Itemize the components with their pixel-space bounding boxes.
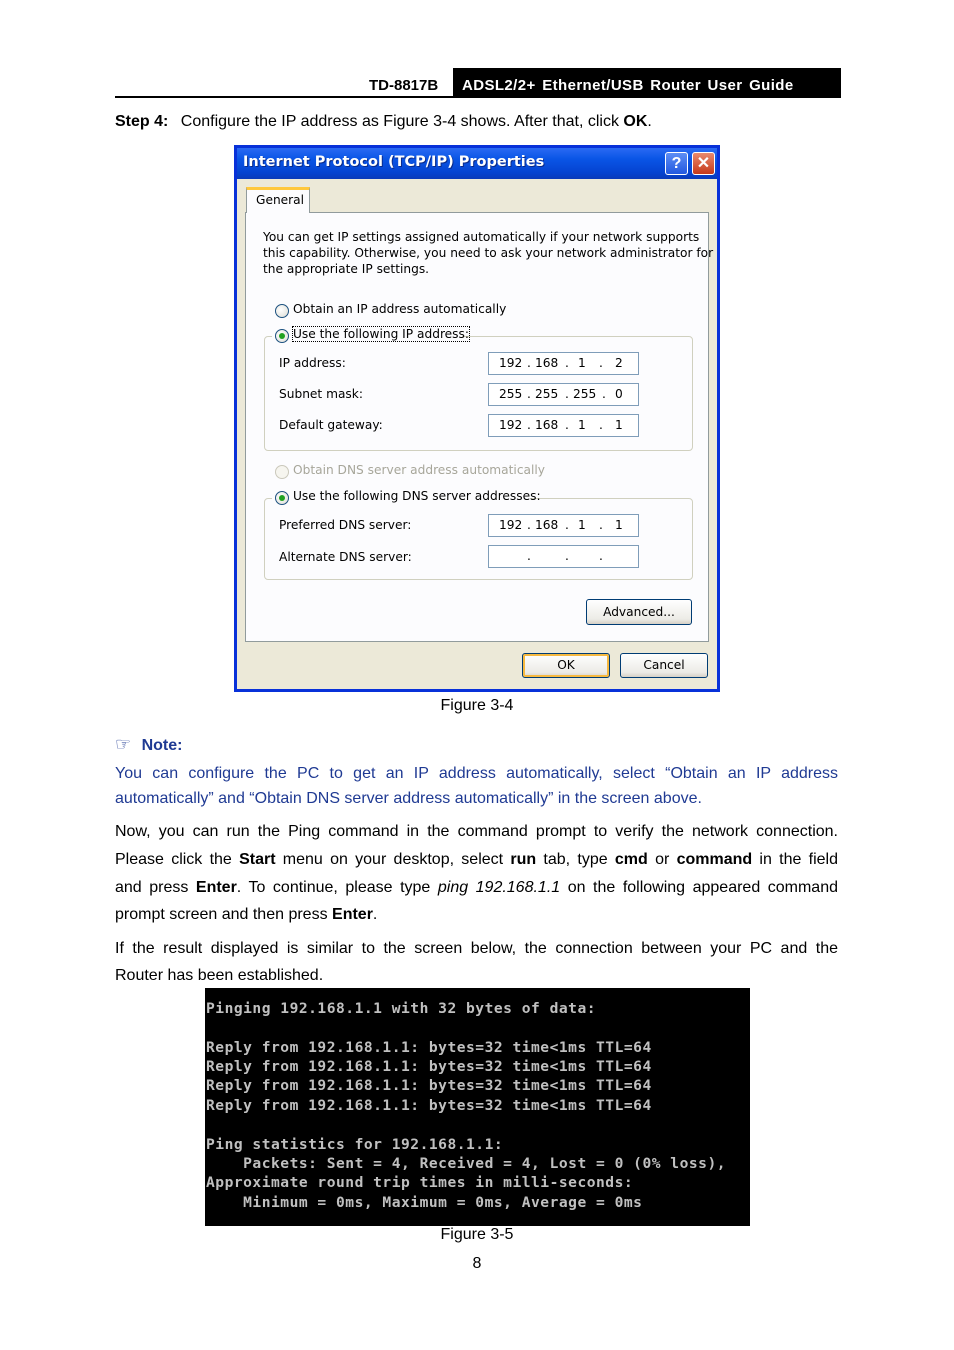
console-line: Reply from 192.168.1.1: bytes=32 time<1ms TTL=64 [206, 1039, 652, 1056]
dot: . [565, 387, 569, 401]
octet: 255 [535, 387, 559, 401]
cmd-term: cmd [614, 851, 648, 868]
text: on the following appeared command [560, 879, 839, 896]
dot: . [565, 549, 569, 563]
dialog-title: Internet Protocol (TCP/IP) Properties [243, 154, 545, 170]
console-line: Reply from 192.168.1.1: bytes=32 time<1ms TTL=64 [206, 1097, 652, 1114]
text: and press [115, 879, 196, 896]
text: . To continue, please type [236, 879, 438, 896]
octet: 192 [499, 518, 523, 532]
octet: 168 [535, 418, 559, 432]
note-line-1: You can configure the PC to get an IP address automatically, select “Obtain an IP address [115, 765, 838, 782]
dot: . [527, 418, 531, 432]
help-icon: ? [671, 155, 682, 172]
console-line: Approximate round trip times in milli-seconds: [206, 1174, 634, 1191]
dot: . [527, 518, 531, 532]
console-line: Ping statistics for 192.168.1.1: [206, 1136, 504, 1153]
octet: 192 [499, 356, 523, 370]
para2-line-1: If the result displayed is similar to the screen below, the connection between your PC and the [115, 940, 838, 957]
intro-line: the appropriate IP settings. [263, 262, 430, 276]
subnet-mask-label: Subnet mask: [279, 387, 363, 401]
console-line: Reply from 192.168.1.1: bytes=32 time<1ms TTL=64 [206, 1058, 652, 1075]
octet: 1 [615, 418, 623, 432]
tab-general-label: General [256, 193, 305, 207]
figure-3-5-caption: Figure 3-5 [440, 1226, 514, 1243]
radio-use-following-ip-label[interactable]: Use the following IP address: [293, 327, 469, 341]
dot: . [565, 518, 569, 532]
octet: 1 [578, 356, 586, 370]
octet: 192 [499, 418, 523, 432]
cancel-button[interactable]: Cancel [620, 653, 708, 678]
console-line: Minimum = 0ms, Maximum = 0ms, Average = 0ms [206, 1194, 643, 1211]
console-line: Reply from 192.168.1.1: bytes=32 time<1ms TTL=64 [206, 1077, 652, 1094]
close-button[interactable] [692, 152, 715, 175]
preferred-dns-field[interactable] [488, 514, 639, 537]
tab-general[interactable] [246, 187, 310, 213]
text: in the field [752, 851, 838, 868]
octet: 1 [615, 518, 623, 532]
run-term: run [510, 851, 537, 868]
console-line: Pinging 192.168.1.1 with 32 bytes of data: [206, 1000, 597, 1017]
dot: . [599, 418, 603, 432]
figure-3-4-caption: Figure 3-4 [440, 697, 514, 714]
enter-term: Enter [332, 906, 373, 923]
start-term: Start [239, 851, 276, 868]
octet: 2 [615, 356, 623, 370]
header-model: TD-8817B [369, 77, 439, 94]
dot: . [527, 356, 531, 370]
dialog-titlebar[interactable] [237, 148, 717, 179]
para1-line-1: Now, you can run the Ping command in the command prompt to verify the network connection. [115, 823, 838, 840]
note-label: Note: [141, 737, 183, 754]
radio-obtain-dns-auto[interactable] [275, 465, 289, 479]
dot: . [527, 387, 531, 401]
ping-console [205, 988, 750, 1226]
text: menu on your desktop, select [275, 851, 511, 868]
para1-line-2 [115, 846, 838, 874]
para1-line-3 [115, 874, 838, 902]
alternate-dns-label: Alternate DNS server: [279, 550, 412, 564]
header-rule [115, 96, 841, 98]
dot: . [565, 356, 569, 370]
alternate-dns-field[interactable] [488, 545, 639, 568]
step-period: . [647, 113, 652, 130]
octet: 255 [499, 387, 523, 401]
text: tab, type [536, 851, 615, 868]
page-number: 8 [472, 1255, 482, 1272]
tcpip-properties-dialog [234, 145, 720, 692]
intro-line: this capability. Otherwise, you need to ask your network administrator for [263, 246, 714, 260]
dot: . [599, 518, 603, 532]
text: Please click the [115, 851, 240, 868]
subnet-mask-field[interactable] [488, 383, 639, 406]
default-gateway-label: Default gateway: [279, 418, 383, 432]
enter-term: Enter [195, 879, 237, 896]
dot: . [602, 387, 606, 401]
radio-use-following-dns[interactable] [275, 491, 289, 505]
octet: 168 [535, 518, 559, 532]
command-term: command [676, 851, 753, 868]
ping-command: ping 192.168.1.1 [437, 879, 561, 896]
octet: 168 [535, 356, 559, 370]
header-guide-title: ADSL2/2+ Ethernet/USB Router User Guide [462, 77, 794, 94]
dialog-client-area [237, 179, 717, 689]
note-line-2: automatically” and “Obtain DNS server address automatically” in the screen above. [115, 790, 702, 807]
step-instruction [115, 108, 652, 136]
ip-address-field[interactable] [488, 352, 639, 375]
radio-obtain-ip-auto-label[interactable]: Obtain an IP address automatically [293, 302, 507, 316]
preferred-dns-label: Preferred DNS server: [279, 518, 412, 532]
step-ok: OK [623, 113, 648, 130]
octet: 1 [578, 518, 586, 532]
text: . [372, 906, 378, 923]
dot: . [599, 549, 603, 563]
para1-line-4 [115, 901, 838, 929]
dot: . [565, 418, 569, 432]
dot: . [527, 549, 531, 563]
ok-button[interactable]: OK [522, 653, 610, 678]
dot: . [599, 356, 603, 370]
step-text: Configure the IP address as Figure 3-4 shows. After that, click [180, 113, 624, 130]
ip-address-label: IP address: [279, 356, 346, 370]
radio-obtain-dns-auto-label[interactable]: Obtain DNS server address automatically [293, 463, 545, 477]
general-tab-panel [245, 212, 714, 642]
intro-text [263, 229, 713, 277]
console-line: Packets: Sent = 4, Received = 4, Lost = 0 (0% loss), [206, 1155, 727, 1172]
close-icon: ✕ [696, 155, 711, 172]
note-heading [115, 734, 182, 755]
text: or [647, 851, 677, 868]
octet: 255 [573, 387, 597, 401]
octet: 1 [578, 418, 586, 432]
default-gateway-field[interactable] [488, 414, 639, 437]
radio-obtain-ip-auto[interactable] [275, 304, 289, 318]
intro-line: You can get IP settings assigned automatically if your network supports [263, 230, 700, 244]
help-button[interactable] [665, 152, 688, 175]
radio-use-following-dns-label[interactable]: Use the following DNS server addresses: [293, 489, 541, 503]
radio-use-following-ip[interactable] [275, 329, 289, 343]
pointing-hand-icon: ☞ [115, 734, 132, 755]
advanced-button[interactable]: Advanced... [586, 599, 692, 625]
para2-line-2: Router has been established. [115, 967, 324, 984]
octet: 0 [615, 387, 623, 401]
text: prompt screen and then press [115, 906, 333, 923]
step-label: Step 4: [115, 113, 169, 130]
